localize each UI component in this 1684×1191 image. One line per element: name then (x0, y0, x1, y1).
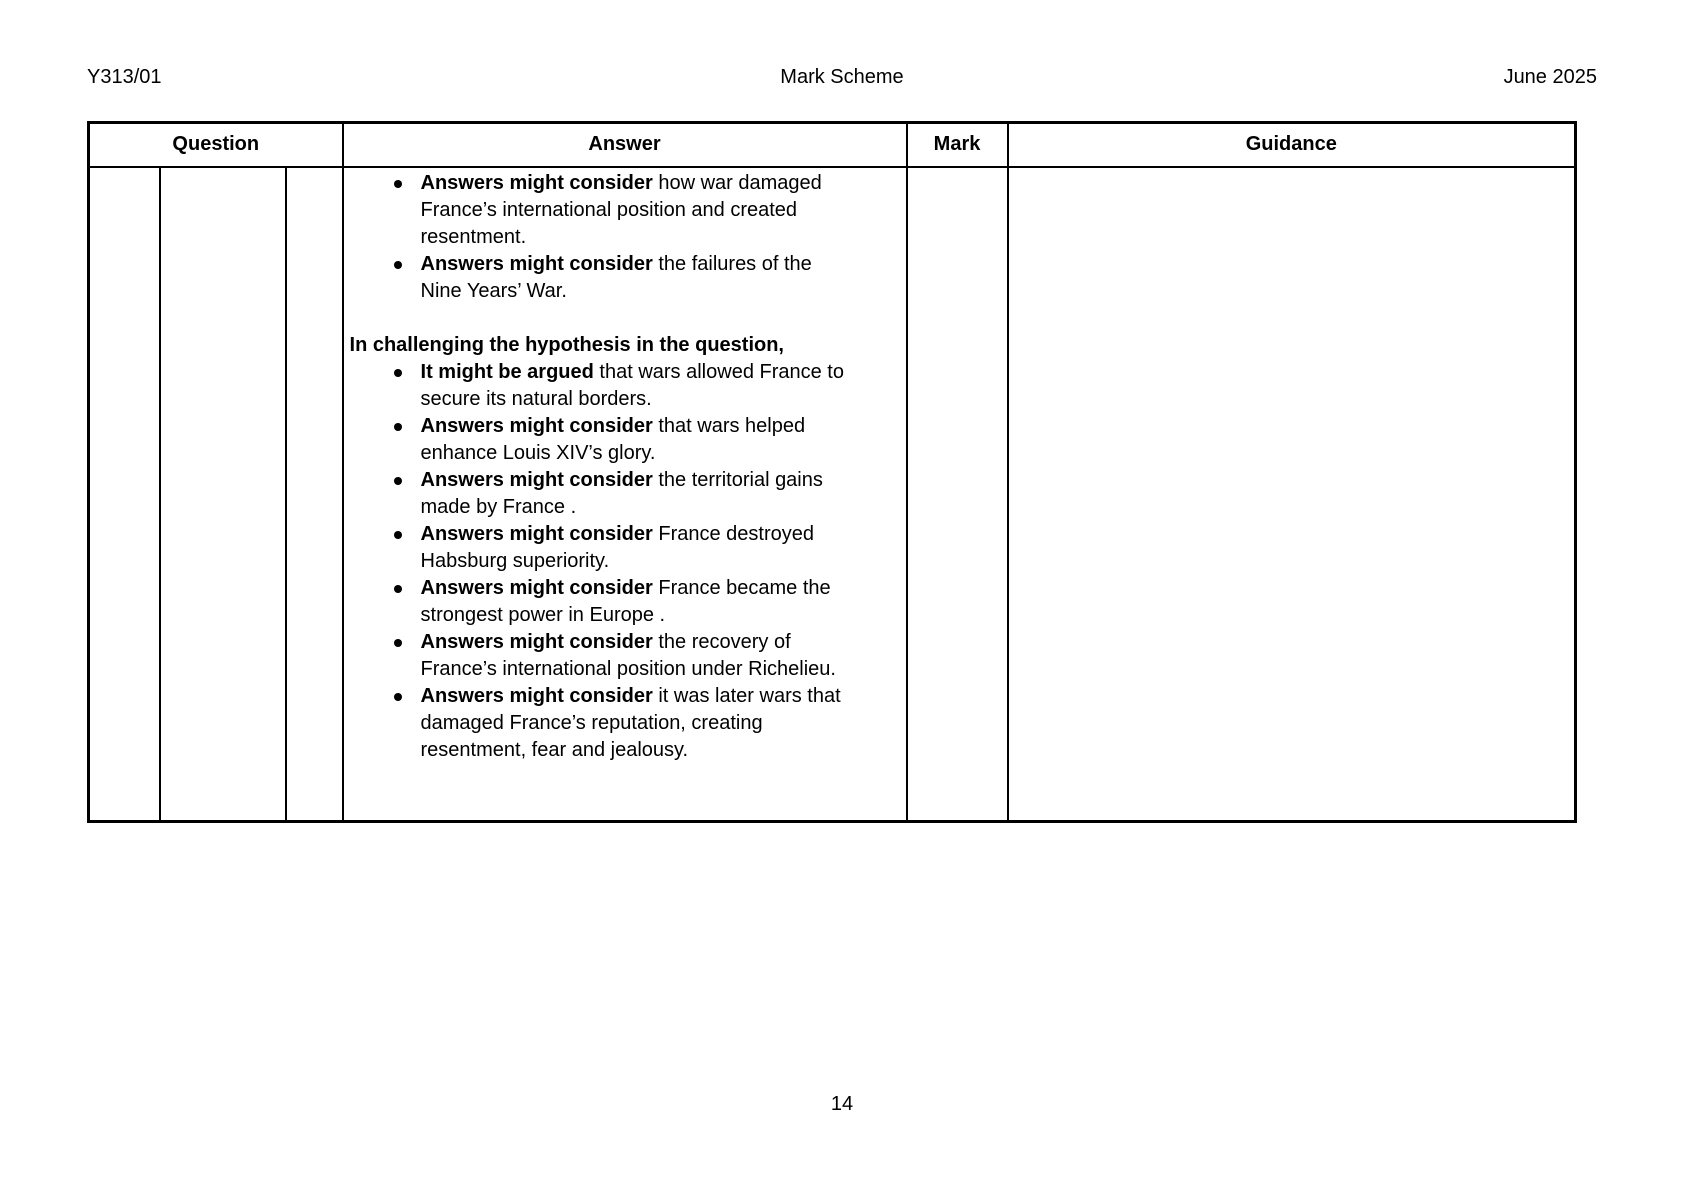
bullet-bold-lead: Answers might consider (420, 171, 653, 194)
bullet-text: the recovery of France’s international position under Richelieu. (420, 630, 836, 680)
challenge-bullet-list (350, 359, 855, 764)
session-date: June 2025 (1503, 66, 1597, 88)
mark-scheme-table (87, 121, 1577, 823)
table-row (89, 167, 1576, 822)
supporting-bullet-list (350, 170, 855, 305)
table-header-row (89, 123, 1576, 167)
bullet-text: the failures of the Nine Years’ War. (420, 252, 812, 302)
bullet-text: it was later wars that damaged France’s reputation, creating resentment, fear and jealousy. (420, 684, 841, 761)
bullet-bold-lead: Answers might consider (420, 252, 653, 275)
answer-column-header: Answer (343, 123, 907, 167)
guidance-column-header: Guidance (1008, 123, 1576, 167)
question-part-cell (286, 167, 343, 822)
bullet-bold-lead: Answers might consider (420, 468, 653, 491)
bullet-bold-lead: Answers might consider (420, 630, 653, 653)
bullet-text: France became the strongest power in Europe . (420, 576, 831, 626)
bullet-text: that wars allowed France to secure its natural borders. (420, 360, 844, 410)
bullet-text: how war damaged France’s international position and created resentment. (420, 171, 822, 248)
bullet-bold-lead: It might be argued (420, 360, 594, 383)
answer-bullet-item (350, 683, 855, 764)
paper-code: Y313/01 (87, 66, 162, 88)
bullet-text: France destroyed Habsburg superiority. (420, 522, 814, 572)
question-number-cell (89, 167, 160, 822)
page-number: 14 (830, 1093, 854, 1115)
document-title: Mark Scheme (780, 66, 904, 88)
bullet-text: the territorial gains made by France . (420, 468, 823, 518)
answer-bullet-item (350, 413, 855, 467)
answer-bullet-item (350, 359, 855, 413)
answer-bullet-item (350, 629, 855, 683)
bullet-text: that wars helped enhance Louis XIV’s glory. (420, 414, 806, 464)
question-column-header: Question (89, 123, 343, 167)
question-sub-cell (160, 167, 286, 822)
answer-bullet-item (350, 467, 855, 521)
answer-bullet-item (350, 575, 855, 629)
answer-bullet-item (350, 251, 855, 305)
answer-bullet-item (350, 521, 855, 575)
mark-cell (907, 167, 1008, 822)
challenge-heading: In challenging the hypothesis in the question, (349, 333, 784, 356)
bullet-bold-lead: Answers might consider (420, 522, 653, 545)
bullet-bold-lead: Answers might consider (420, 684, 653, 707)
mark-column-header: Mark (907, 123, 1008, 167)
bullet-bold-lead: Answers might consider (420, 414, 653, 437)
answer-cell (343, 167, 907, 822)
document-header (87, 66, 1597, 89)
bullet-bold-lead: Answers might consider (420, 576, 653, 599)
guidance-cell (1008, 167, 1576, 822)
answer-bullet-item (350, 170, 855, 251)
